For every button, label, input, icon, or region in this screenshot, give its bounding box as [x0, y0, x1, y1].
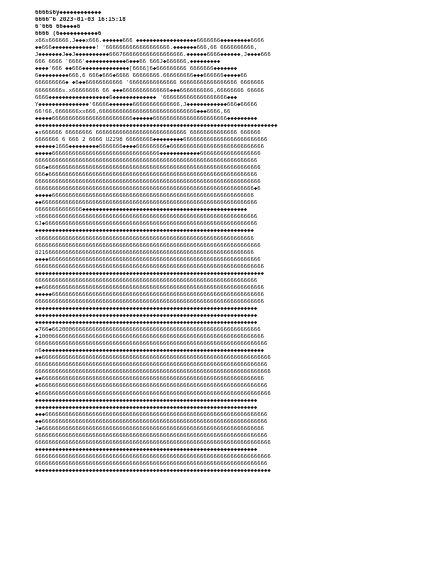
document-text-line: 6666666666666666666666666666666666666666666666666666666666666666666666 [35, 369, 271, 376]
document-text-line: n6◆◆◆◆◆◆◆◆◆◆◆◆◆◆◆◆◆◆◆◆◆◆◆◆◆◆◆◆◆◆◆◆◆◆◆◆◆◆◆◆◆◆◆◆◆◆◆◆◆◆◆◆◆◆◆◆◆◆◆◆◆◆◆◆◆◆ [35, 348, 265, 355]
document-text-line: ◆◆◆◆◆◆◆◆◆◆◆◆◆◆◆◆◆◆◆◆◆◆◆◆◆◆◆◆◆◆◆◆◆◆◆◆◆◆◆◆◆◆◆◆◆◆◆◆◆◆◆◆◆◆◆◆◆◆◆◆◆◆◆◆◆◆ [35, 320, 258, 327]
document-text-line: J◆◆◆◆◆◆◆J◆◆J◆◆◆◆◆◆◆◆◆◆6667666666666666666666.◆◆◆◆◆◆6666◆◆◆◆◆◆,J◆◆◆◆666 [35, 52, 271, 59]
document-text-line: ◆◆◆◆◆◆◆◆◆◆◆◆◆◆◆◆◆◆◆◆◆◆◆◆◆◆◆◆◆◆◆◆◆◆◆◆◆◆◆◆◆◆◆◆◆◆◆◆◆◆◆◆◆◆◆◆◆◆◆◆◆◆◆◆◆◆ [35, 305, 258, 312]
document-text-line: ◆◆◆◆◆◆◆◆◆◆◆◆◆◆◆◆◆◆◆◆◆◆◆◆◆◆◆◆◆◆◆◆◆◆◆◆◆◆◆◆◆◆◆◆◆◆◆◆◆◆◆◆◆◆◆◆◆◆◆◆◆◆◆◆◆◆ [35, 397, 258, 404]
document-text-line: 6666666666666666666666666666666666666666666666666666666666666666666666 [35, 453, 271, 460]
document-text-line: ◆◆◆◆◆◆1666◆◆◆◆◆◆◆◆◆6666666◆◆◆◆666666666◆6666666666666666666666666666 [35, 143, 265, 150]
document-text-line: 6J◆666666666666666666666666666666666666666666666666666666666666666 [35, 221, 258, 228]
document-text-line: ◆◆◆◆◆666666666666666666666666◆◆◆◆◆◆6666666666666666666666◆◆◆◆◆◆◆◆◆ [35, 115, 258, 122]
document-text-line: 666666666666666666666666666666666666666666666666666666666666666666666 [35, 341, 268, 348]
document-page [35, 10, 420, 475]
document-header-line: 6'666 66◆◆◆◆6 [35, 24, 81, 31]
document-text-line: ◆◆◆666666666666666666666666666666666666666666666666666666666666666666 [35, 411, 268, 418]
document-text-line: 66666666666666666666666666666666666666666666666666666666666666666666 [35, 298, 265, 305]
document-text-line: x66s666666,J◆◆◆x666.◆◆◆◆◆◆666 ◆◆◆◆◆◆◆◆◆◆◆◆◆◆◆◆◆◆6666666◆◆◆◆◆◆◆◆◆6666 [35, 38, 265, 45]
document-text-line: 6666666 6 666 2 6666 U2298 66666666◆◆◆◆◆◆◆◆◆6666666666666666666666666 [35, 136, 268, 143]
document-text-line: 82166666666666666666666666666666666666666666666666666666666666666 [35, 249, 254, 256]
document-text-line: ◆66666666666666666666666666666666666666666666666666666666666666666666 [35, 383, 268, 390]
document-text-line: ◆◆6666666666666666666666666666666666666666666666666666666666666666666 [35, 418, 268, 425]
document-text-line: 66666666666666◆◆◆◆◆◆◆◆◆◆◆◆◆◆◆◆◆◆◆◆◆◆◆◆◆◆◆◆◆◆◆◆◆◆◆◆◆◆◆◆◆◆◆◆◆◆◆◆◆ [35, 207, 248, 214]
document-text-line: ◆◆◆◆◆66666666666666666666666666666666◆◆◆◆◆◆◆◆◆◆◆◆666666666666666666 [35, 150, 261, 157]
document-text-line: 666◆666666666666666666666666666666666666666666666666666666666666666 [35, 165, 261, 172]
document-text-line: ◆◆◆◆◆666666666666666666666666666666666666666666666666666666666666 [35, 193, 254, 200]
document-text-line: ◆766◆66200066666666666666666666666666666666666666666666666666666666 [35, 327, 261, 334]
document-text-line: ◆◆◆◆◆666666666666666666666666666666666666666666666666666666666666666 [35, 291, 265, 298]
document-text-line: ◆1000666666666666666666666666666666666666666666666666666666666666666 [35, 334, 265, 341]
document-text-line: ◆◆666666666666666666666666666666666666666666666666666666666666666666 [35, 284, 265, 291]
document-text-line: Y◆◆◆◆◆◆◆◆◆◆◆◆◆◆◆'66666◆◆◆◆◆◆◆66666666666666,J◆◆◆◆◆◆◆◆◆◆◆◆666◆66666 [35, 101, 258, 108]
document-title: 6666s6y◆◆◆◆◆◆◆◆◆◆◆◆ [35, 10, 102, 16]
document-text-line: 666 6666 '6666'◆◆◆◆◆◆◆◆◆◆◆◆6◆◆◆66 666J◆666666,◆◆◆◆◆◆◆◆◆ [35, 59, 221, 66]
document-text-line: ◆◆666666666666666666666666666666666666666666666666666666666666666666 [35, 376, 265, 383]
document-text-line: ◆◆◆◆◆◆◆◆◆◆◆◆◆◆◆◆◆◆◆◆◆◆◆◆◆◆◆◆◆◆◆◆◆◆◆◆◆◆◆◆◆◆◆◆◆◆◆◆◆◆◆◆◆◆◆◆◆◆◆◆◆◆◆◆◆◆ [35, 313, 258, 320]
document-text-line: 66666666666666666666666666666666666666666666666666666666666666666◆6 [35, 186, 261, 193]
document-header-line: 6666 (6◆◆◆◆◆◆◆◆◆◆◆6 [35, 31, 102, 38]
document-text-line: 66!66,6666666xx666,66666666666666666666666666666◆◆◆6666,66 [35, 108, 231, 115]
document-text-line: 6◆◆◆◆◆◆◆◆◆666,6 666◆666◆6666 66666666.666666666◆◆◆666666◆◆◆◆◆66 [35, 73, 248, 80]
document-text-line: ◆s666666 66666666 666666666666666666666666666 66666666666666 666666 [35, 129, 261, 136]
document-text-line: x6666666666666666666666666666666666666666666666666666666666666666 [35, 235, 254, 242]
document-text-line: ◆◆◆◆666666666666666666666666666666666666666666666666666666666666666 [35, 256, 261, 263]
document-text-line: 666◆66666666666666666666666666666666666666666666666666666666666666 [35, 172, 258, 179]
document-text-line: ◆666666666666666666666666666666666666666666666666666666666666666666666 [35, 390, 271, 397]
document-text-line: 666666666666666666666666666666666666666666666666666666666666666666 [35, 277, 258, 284]
document-text-line: 66666666s.x66666666 66 ◆◆◆66666666666666◆◆◆6666666666,66666666 66666 [35, 87, 265, 94]
document-timestamp: 6666^6 2023-01-03 16:15:18 [35, 17, 126, 24]
document-body [35, 38, 420, 475]
document-text-line: ◆◆◆◆'666 ◆◆666◆◆◆◆◆◆◆◆◆◆◆◆◆◆[6666]6◆666666666 6666666◆◆◆◆◆◆◆ [35, 66, 238, 73]
document-text-line: ◆◆666◆◆◆◆◆◆◆◆◆◆◆◆◆! '6666666666666666666.◆◆◆◆◆◆◆666,66 6666666666, [35, 45, 258, 52]
document-text-line: ◆◆◆◆◆◆◆◆◆◆◆◆◆◆◆◆◆◆◆◆◆◆◆◆◆◆◆◆◆◆◆◆◆◆◆◆◆◆◆◆◆◆◆◆◆◆◆◆◆◆◆◆◆◆◆◆◆◆◆◆◆◆◆◆◆◆ [35, 404, 258, 411]
document-text-line: ◆◆◆◆◆◆◆◆◆◆◆◆◆◆◆◆◆◆◆◆◆◆◆◆◆◆◆◆◆◆◆◆◆◆◆◆◆◆◆◆◆◆◆◆◆◆◆◆◆◆◆◆◆◆◆◆◆◆◆◆◆◆◆◆◆◆◆◆◆◆ [35, 468, 271, 475]
document-text-line: 6666666666666666666666666666666666666666666666666666666666666666666 [35, 242, 261, 249]
document-text-line: 66666666666666666666666666666666666666666666666666666666666666666666 [35, 263, 265, 270]
document-text-line: ◆◆◆◆◆◆◆◆◆◆◆◆◆◆◆◆◆◆◆◆◆◆◆◆◆◆◆◆◆◆◆◆◆◆◆◆◆◆◆◆◆◆◆◆◆◆◆◆◆◆◆◆◆◆◆◆◆◆◆◆◆◆◆◆◆◆◆◆◆◆◆◆ [35, 122, 278, 129]
document-text-line: 6666666666666666666666666666666666666666666666666666666666666666666666 [35, 439, 271, 446]
document-text-line: ◆◆◆◆◆◆◆◆◆◆◆◆◆◆◆◆◆◆◆◆◆◆◆◆◆◆◆◆◆◆◆◆◆◆◆◆◆◆◆◆◆◆◆◆◆◆◆◆◆◆◆◆◆◆◆◆◆◆◆◆◆◆◆◆◆◆ [35, 446, 258, 453]
document-text-line: 6666666666666666666666666666666666666666666666666666666666666666666 [35, 179, 261, 186]
document-text-line: 666666666666666666666666666666666666666666666666666666666666666666666 [35, 461, 268, 467]
document-text-line: 666666666◆ ◆6◆◆66666666666 '66666666666666 66666666666666666 6666666 [35, 80, 265, 87]
document-text-line: 666666666666666666666666666666666666666666666666666666666666666666666 [35, 432, 268, 439]
document-text-line: ◆◆66666666666666666666666666666666666666666666666666666666666666666666 [35, 355, 271, 362]
document-text-line: ◆◆◆◆◆◆◆◆◆◆◆◆◆◆◆◆◆◆◆◆◆◆◆◆◆◆◆◆◆◆◆◆◆◆◆◆◆◆◆◆◆◆◆◆◆◆◆◆◆◆◆◆◆◆◆◆◆◆◆◆◆◆◆◆◆◆◆◆ [35, 270, 265, 277]
document-text-line: x66666666666666666666666666666666666666666666666666666666666666666 [35, 214, 258, 221]
document-text-line: 6666◆◆◆◆◆◆◆◆◆◆◆◆◆◆◆◆◆◆6◆◆◆◆◆◆◆◆◆◆◆◆◆ '6666666666666666666◆◆◆ [35, 94, 238, 101]
document-text-line: ◆◆6666666666666666666666666666666666666666666666666666666666666666 [35, 200, 258, 207]
document-text-line: J◆666666666666666666666666666666666666666666666666666666666666666666 [35, 425, 265, 432]
document-text-line: 666666666666666666666666666666666666666666666666666666666666666666 [35, 157, 258, 164]
document-text-line: 666666666666666666666666666666666666666666666666666666666666666666666 [35, 362, 268, 369]
document-text-line: ◆◆◆◆◆◆◆◆◆◆◆◆◆◆◆◆◆◆◆◆◆◆◆◆◆◆◆◆◆◆◆◆◆◆◆◆◆◆◆◆◆◆◆◆◆◆◆◆◆◆◆◆◆◆◆◆◆◆◆◆◆◆◆◆◆ [35, 228, 254, 235]
